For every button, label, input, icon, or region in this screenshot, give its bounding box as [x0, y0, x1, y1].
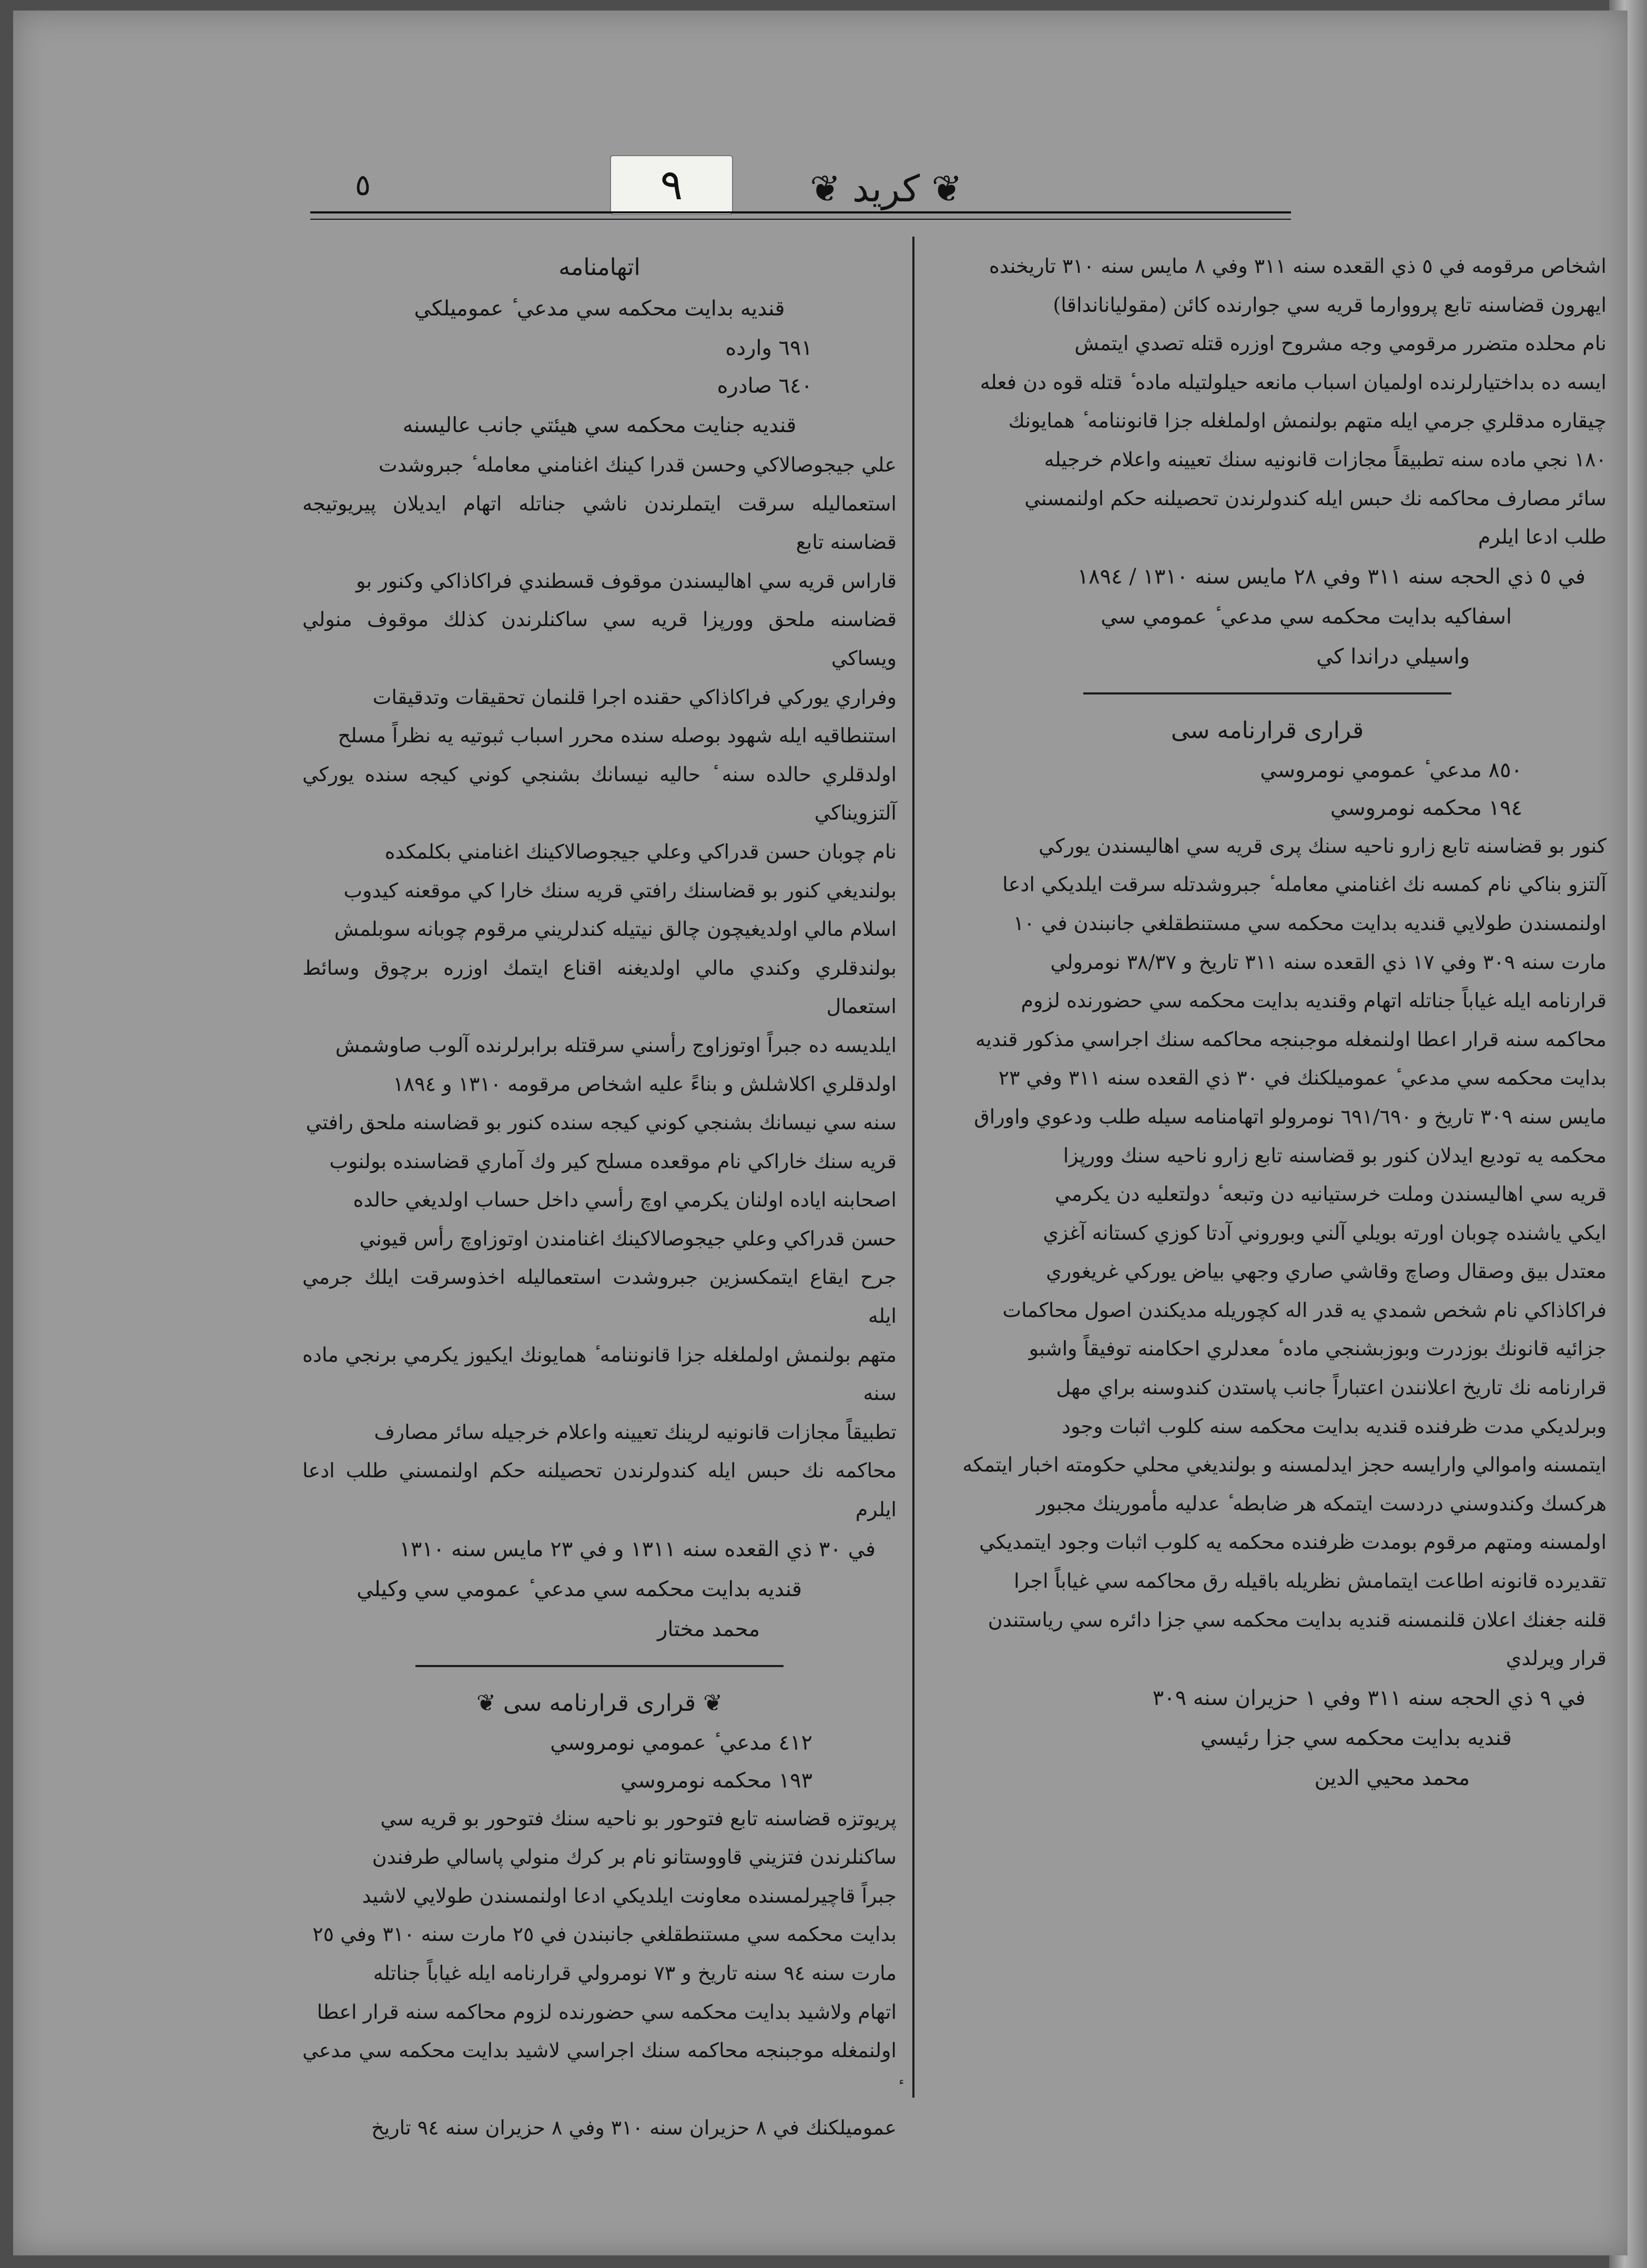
text-line: مايس سنه ٣٠٩ تاريخ و ٦٩١/٦٩٠ نومرولو اتهامنامه سيله طلب ودعوي واوراق: [974, 1105, 1607, 1128]
decision-title: قرارى قرارنامه سى: [1171, 717, 1364, 744]
text-line: اولنمغله موجبنجه محاكمه سنك اجراسي لاشيد بدايت محكمه سي مدعي: [302, 2039, 897, 2062]
text-line: وبرلديكي مدت ظرفنده قنديه بدايت محكمه سنه كلوب اثبات وجود: [1062, 1414, 1607, 1438]
text-line: ايسه ده بداختيارلرنده اولميان اسباب مانعه حيلولتيله ماده ٔ قتله قوه دن فعله: [980, 370, 1607, 394]
text-line: تقديرده قانونه اطاعت ايتمامش نظريله باقيله رق محاكمه سي غياباً اجرا: [1014, 1569, 1607, 1593]
date-line: في ٥ ذي الحجه سنه ٣١١ وفي ٢٨ مايس سنه ١٣١٠ / ١٨٩٤: [1077, 564, 1585, 589]
signature-name: محمد محيي الدين: [1314, 1765, 1470, 1790]
text-line: پريوتزه قضاسنه تابع فتوحور بو ناحيه سنك فتوحور بو قريه سي: [380, 1806, 897, 1830]
text-line: اولمسنه ومتهم مرقوم بومدت ظرفنده محكمه يه كلوب اثبات وجود ايتمديكي: [979, 1530, 1607, 1554]
decision-body: [302, 1800, 897, 2148]
text-line: طلب ادعا ايلرم: [1478, 525, 1607, 549]
text-line: اولنمسندن طولايي قنديه بدايت محكمه سي مستنطقلغي جانبندن في ١٠: [1013, 911, 1607, 935]
text-line: قرارنامه نك تاريخ اعلانندن اعتباراً جانب پاستدن كندوسنه براي مهل: [1056, 1376, 1607, 1399]
text-line: بولنديغي كنور بو قضاسنك رافتي قريه سنك خارا كي موقعنه كيدوب: [343, 878, 897, 902]
text-line: قريه سنك خاراكي نام موقعده مسلح كير وك آماري قضاسنده بولنوب: [329, 1149, 897, 1173]
text-line: محاكمه سنه قرار اعطا اولنمغله موجبنجه محاكمه سنك اجراسي مذكور قنديه: [975, 1027, 1607, 1051]
text-line: جرح ايقاع ايتمكسزين جبروشدت استعماليله اخذوسرقت ايلك جرمي ايله: [302, 1265, 897, 1328]
text-line: قلنه جغنك اعلان قلنمسنه قنديه بدايت محكمه سي جزا دائره سي رياستندن: [988, 1608, 1607, 1631]
text-line: ايهرون قضاسنه تابع پرووارما قريه سي جوارنده كائن (مقوليانانداقا): [1053, 293, 1607, 316]
text-line: محاكمه نك حبس ايله كندولرندن تحصيلنه حكم اولنمسني طلب ادعا ايلرم: [302, 1459, 897, 1521]
text-line: اولدقلري حالده سنه ٔ حاليه نيسانك بشنجي كوني كيجه سنده يوركي آلتزويناكي: [302, 762, 897, 825]
text-line: قاراس قريه سي اهاليسندن موقوف قسطندي فراكاذاكي وكنور بو: [356, 569, 897, 592]
right-column: [928, 247, 1607, 1798]
indictment-title: اتهامنامه: [558, 254, 640, 281]
date-line: في ٩ ذي الحجه سنه ٣١١ وفي ١ حزيران سنه ٣٠٩: [1152, 1685, 1585, 1710]
text-line: اتهام ولاشيد بدايت محكمه سي حضورنده لزوم محاكمه سنه قرار اعطا: [317, 2000, 897, 2024]
signature-title: اسفاكيه بدايت محكمه سي مدعي ٔ عمومي سي: [1101, 604, 1512, 629]
text-line: معتدل بيق وصقال وصاچ وقاشي صاري وجهي بياض يوركي غريغوري: [1046, 1260, 1607, 1283]
date-line: في ٣٠ ذي القعده سنه ١٣١١ و في ٢٣ مايس سنه ١٣١٠: [399, 1537, 876, 1561]
outgoing-register: ٦٤٠ صادره: [717, 374, 812, 398]
text-line: نام چوبان حسن قدراكي وعلي جيجوصالاكينك اغنامني بكلمكده: [384, 840, 897, 863]
signature-name: محمد مختار: [657, 1617, 760, 1641]
text-line: علي جيجوصالاكي وحسن قدرا كينك اغنامني معامله ٔ جبروشدت: [378, 453, 897, 476]
text-line: سائر مصارف محاكمه نك حبس ايله كندولرندن تحصيلنه حكم اولنمسني: [1024, 486, 1607, 510]
indictment-body: [302, 446, 897, 1529]
text-line: مارت سنه ٩٤ سنه تاريخ و ٧٣ نومرولي قرارنامه ايله غياباً جناتله: [373, 1961, 897, 1985]
signature-name: واسيلي دراندا كي: [1316, 644, 1470, 669]
court-number: ١٩٤ محكمه نومروسي: [1330, 795, 1522, 820]
text-line: عموميلكنك في ٨ حزيران سنه ٣١٠ وفي ٨ حزيران سنه ٩٤ تاريخ: [371, 2116, 897, 2140]
page-label-sticker: ٩: [610, 155, 733, 215]
text-line: استعماليله سرقت ايتملرندن ناشي جناتله اتهام ايدیلان پيريوتيجه قضاسنه تابع: [302, 492, 897, 554]
page-number: ٥: [355, 168, 371, 202]
text-line: ساكنلرندن فتزيني قاووستانو نام بر كرك منولي پاسالي طرفندن: [372, 1845, 897, 1869]
column-divider: [912, 237, 914, 2098]
text-line: قضاسنه ملحق وورپزا قريه سي ساكنلرندن كذلك موقوف منولي ويساكي: [302, 608, 897, 670]
court-number: ١٩٣ محكمه نومروسي: [620, 1768, 812, 1793]
text-line: ايتمسنه واموالي وارايسه حجز ايدلمسنه و بولنديغي محلي حكومته اخبار ايتمكه: [962, 1453, 1607, 1477]
text-line: تطبيقاً مجازات قانونيه لرينك تعيينه واعلام خرجيله سائر مصارف: [374, 1420, 897, 1444]
decision-body: [928, 827, 1607, 1678]
text-line: كنور بو قضاسنه تابع زارو ناحيه سنك پرى قريه سي اهاليسندن يوركي: [1038, 834, 1607, 857]
text-line: ايلديسه ده جبراً اوتوزاوج رأسني سرقتله برابرلرنده آلوب صاوشمش: [335, 1033, 897, 1057]
text-line: قرار ويرلدي: [1506, 1647, 1607, 1670]
prosecutor-number: ٤١٢ مدعي ٔ عمومي نومروسي: [550, 1730, 812, 1755]
text-line: محكمه يه توديع ايدلان كنور بو قضاسنه تابع زارو ناحيه سنك وورپزا: [1063, 1143, 1607, 1167]
text-line: متهم بولنمش اولملغله جزا قانوننامه ٔ همايونك ايكيوز يكرمي برنجي ماده سنه: [302, 1343, 897, 1405]
text-line: چيقاره مدقلري جرمي ايله متهم بولنمش اولملغله جزا قانوننامه ٔ همايونك: [1008, 409, 1607, 433]
text-line: اصحابنه اياده اولنان يكرمي اوچ رأسي داخل حساب اولديغي حالده: [353, 1188, 897, 1212]
masthead-title: ❦ كريد ❦: [810, 167, 962, 210]
signature-title: قنديه بدايت محكمه سي جزا رئيسي: [1200, 1725, 1512, 1750]
signature-title: قنديه بدايت محكمه سي مدعي ٔ عمومي سي وكيلي: [357, 1577, 802, 1601]
left-column: [302, 247, 897, 2148]
text-line: بولندقلري وكندي مالي اولديغنه اقناع ايتمك اوزره برچوق وسائط استعمال: [302, 956, 897, 1018]
text-line: حسن قدراكي وعلي جيجوصالاكينك اغنامندن اوتوزاوچ رأس قيوني: [359, 1227, 897, 1250]
text-line: بدايت محكمه سي مدعي ٔ عموميلكنك في ٣٠ ذي القعده سنه ٣١١ وفي ٢٣: [998, 1066, 1607, 1090]
text-line: اشخاص مرقومه في ٥ ذي القعده سنه ٣١١ وفي ٨ مايس سنه ٣١٠ تاريخنده: [989, 254, 1607, 278]
text-line: قريه سي اهاليسندن وملت خرستيانيه دن وتبعه ٔ دولتعليه دن يكرمي: [1054, 1182, 1607, 1206]
text-line: نام محلده متضرر مرقومي وجه مشروح اوزره قتله تصدي ايتمش: [1074, 332, 1607, 355]
text-line: بدايت محكمه سي مستنطقلغي جانبندن في ٢٥ مارت سنه ٣١٠ وفي ٢٥: [312, 1923, 897, 1946]
incoming-register: ٦٩١ وارده: [725, 336, 812, 360]
indictment-continuation: [928, 247, 1607, 557]
prosecutor-office: قنديه بدايت محكمه سي مدعي ٔ عموميلكي: [414, 297, 785, 321]
text-line: جبراً قاچيرلمسنده معاونت ايلديكي ادعا اولنمسندن طولايي لاشيد: [362, 1884, 897, 1907]
text-line: آلتزو بناكي نام كمسه نك اغنامني معامله ٔ جبروشدتله سرقت ايلديكي ادعا: [1002, 873, 1607, 896]
text-line: جزائيه قانونك بوزدرت وبوزبشنجي ماده ٔ معدلري احكامنه توفيقاً واشبو: [1029, 1337, 1607, 1361]
prosecutor-number: ٨٥٠ مدعي ٔ عمومي نومروسي: [1260, 758, 1522, 782]
text-line: سنه سي نيسانك بشنجي كوني كيجه سنده كنور بو قضاسنه ملحق رافتي: [306, 1111, 897, 1135]
section-rule: [1083, 692, 1451, 694]
text-line: ١٨٠ نجي ماده سنه تطبيقاً مجازات قانونيه سنك تعيينه واعلام خرجيله: [1044, 447, 1607, 471]
text-line: وفراري يوركي فراكاذاكي حقنده اجرا قلنمان تحقيقات وتدقيقات: [372, 685, 897, 709]
text-line: اولدقلري اكلاشلش و بناءً عليه اشخاص مرقومه ١٣١٠ و ١٨٩٤: [393, 1072, 897, 1096]
text-line: ايكي ياشنده چوبان اورته بويلي آلني وبوروني آدتا كوزي كستانه آغزي: [1043, 1221, 1607, 1244]
header-rule: [310, 211, 1291, 220]
addressee-line: قنديه جنايت محكمه سي هيئتي جانب عاليسنه: [402, 413, 797, 437]
section-rule: [415, 1665, 784, 1667]
text-line: اسلام مالي اولديغيچون چالق نيتيله كندلريني مرقوم چوبانه سوبلمش: [334, 917, 897, 941]
text-line: استنطاقيه ايله شهود بوصله سنده محرر اسباب ثبوتيه يه نظراً مسلح: [338, 724, 897, 748]
text-line: هركسك وكندوسني دردست ايتمكه هر ضابطه ٔ عدليه مأمورينك مجبور: [1036, 1491, 1607, 1515]
text-line: قرارنامه ايله غياباً جناتله اتهام وقنديه بدايت محكمه سي حضورنده لزوم: [1021, 989, 1607, 1013]
decision-title: ❦ قرارى قرارنامه سى ❦: [476, 1689, 723, 1717]
text-line: مارت سنه ٣٠٩ وفي ١٧ ذي القعده سنه ٣١١ تاريخ و ٣٨/٣٧ نومرولي: [1050, 950, 1607, 974]
text-line: فراكاذاكي نام شخص شمدي يه قدر اله كچوريله مديكندن اصول محاكمات: [1002, 1298, 1607, 1322]
